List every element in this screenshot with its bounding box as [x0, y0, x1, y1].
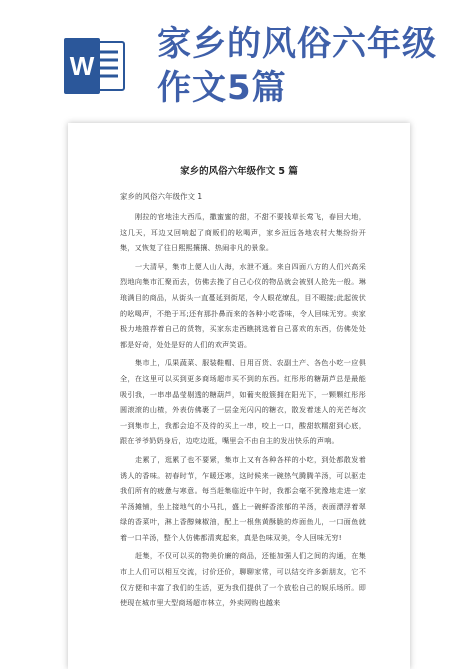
banner-title-line2: 作文5篇 — [157, 68, 287, 108]
document-subtitle: 家乡的风俗六年级作文 1 — [120, 192, 203, 201]
body-paragraph: 刚拉的官地洼大西瓜，撒蜜蜜的甜，不甜不要钱草长莺飞，春回大地，这几天，耳边又回响起了商贩们的吆喝声，家乡洹远各地农村大集纷纷开集，又恢复了往日熙熙攘攘、热闹非凡的景象。 — [120, 212, 366, 253]
document-page — [68, 123, 410, 669]
word-document-icon — [64, 38, 126, 94]
document-title: 家乡的风俗六年级作文 5 篇 — [180, 166, 298, 177]
document-banner — [0, 0, 474, 112]
word-logo-letter: W — [69, 51, 95, 81]
banner-title-line1: 家乡的风俗六年级 — [157, 24, 437, 64]
body-paragraph: 集市上，瓜果蔬菜、服装鞋帽、日用百货、农副土产、各色小吃一应俱全，在这里可以买到更多商场超市买不到的东西。红彤彤的糖葫芦总是最能吸引我，一串串晶莹剔透的糖葫芦，如葡夹般簇拥在阳光下，一颗颗红彤彤圆滚滚的山楂，外表仿佛裹了一层金光闪闪的糖衣，散发着迷人的光芒每次一到集市上，我都会迫不及待的买上一串，咬上一口，酸甜软糯甜到心底，跟在爷爷奶奶身后，边吃边逛，嘴里会不由自主的发出快乐的声响。 — [120, 358, 366, 446]
document-body — [120, 209, 366, 614]
body-paragraph: 一大清早，集市上便人山人海，水泄不通。来自四面八方的人们兴高采烈地向集市汇聚而去，仿佛去挽了自己心仪的物品就会被别人抢先一般。琳琅满目的商品，从街头一直蔓延到街尾，令人眼花缭乱，目不暇接;此起彼伏的吆喝声，不绝于耳;还有那扑鼻而来的各种小吃香味，令人回味无穷。卖家极力地推荐着自己的货物，买家东走西瞧挑选着自己喜欢的东西，仿佛处处都是好奇，处处是好的人们的欢声笑语。 — [120, 261, 366, 349]
body-paragraph: 走累了，逛累了也不要紧，集市上又有各种各样的小吃，到处都散发着诱人的香味。初春时节，乍暖还寒，这时候来一碗热气腾腾羊汤，可以驱走我们所有的疲惫与寒意。每当赶集临近中午时，我都会毫不犹豫地走进一家羊汤摊铺，坐上接地气的小马扎，盛上一碗鲜香浓郁的羊汤，表面漂浮着翠绿的香菜叶，淋上香醇辣椒油，配上一根焦黄酥脆的炸面鱼儿，一口面鱼就着一口羊汤，整个人仿佛都清爽起来，真是色味双美，令人回味无穷! — [120, 454, 366, 542]
banner-title — [157, 22, 457, 110]
body-paragraph: 赶集，不仅可以买的物美价廉的商品，还能加强人们之间的沟通，在集市上人们可以相互交流，讨价还价，聊聊家常，可以结交许多新朋友，它不仅方便和丰富了我们的生活，更为我们提供了一个放松自己的娱乐场所。即使现在城市里大型商场超市林立，外卖网购也越来 — [120, 551, 366, 608]
